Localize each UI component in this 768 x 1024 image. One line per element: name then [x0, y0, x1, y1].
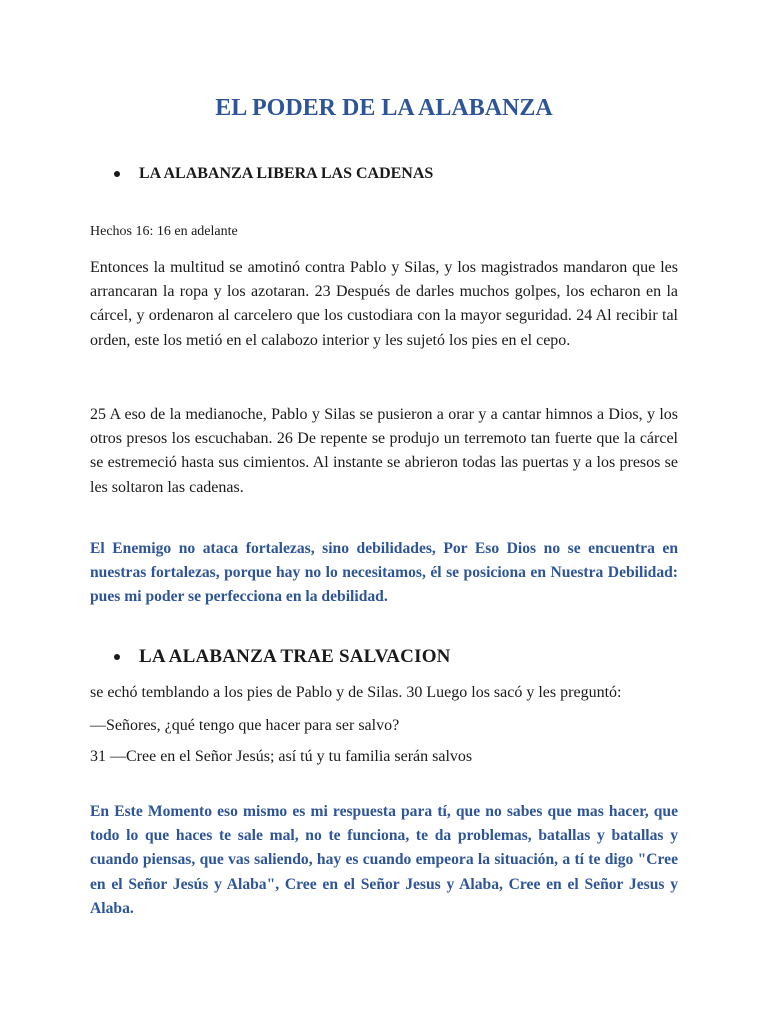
document-title: EL PODER DE LA ALABANZA [215, 95, 553, 121]
highlight-paragraph-2: En Este Momento eso mismo es mi respuesta para tí, que no sabes que mas hacer, que todo lo que haces te sale mal, no te funciona, te da problemas, batallas y batallas y cuando piensas, que vas saliendo, hay es cuando empeora la situación, a tí te digo "Cree en el Señor Jesús y Alaba", Cree en el Señor Jesus y Alaba, Cree en el Señor Jesus y Alaba. [90, 803, 678, 917]
bullet-icon [114, 654, 120, 660]
paragraph-2: 25 A eso de la medianoche, Pablo y Silas se pusieron a orar y a cantar himnos a Dios, y los otros presos los escuchaban. 26 De repente se produjo un terremoto tan fuerte que la cárcel se estremeció hasta sus cimientos. Al instante se abrieron todas las puertas y a los presos se les soltaron las cadenas. [90, 406, 678, 496]
scripture-reference: Hechos 16: 16 en adelante [90, 224, 238, 239]
section-heading-1 [114, 162, 433, 186]
paragraph-1: Entonces la multitud se amotinó contra Pablo y Silas, y los magistrados mandaron que les arrancaran la ropa y los azotaran. 23 Después de darles muchos golpes, los echaron en la cárcel, y ordenaron al carcelero que los custodiara con la mayor seguridad. 24 Al recibir tal orden, este los metió en el calabozo interior y les sujetó los pies en el cepo. [90, 259, 678, 349]
section-heading-2-text: LA ALABANZA TRAE SALVACION [139, 646, 451, 667]
verse-line-3: 31 —Cree en el Señor Jesús; así tú y tu familia serán salvos [90, 748, 473, 765]
bullet-icon [114, 171, 120, 177]
verse-line-2: —Señores, ¿qué tengo que hacer para ser salvo? [90, 717, 400, 734]
verse-line-1: se echó temblando a los pies de Pablo y de Silas. 30 Luego los sacó y les preguntó: [90, 684, 622, 701]
section-heading-2 [114, 643, 451, 671]
highlight-paragraph-1: El Enemigo no ataca fortalezas, sino debilidades, Por Eso Dios no se encuentra en nuestras fortalezas, porque hay no lo necesitamos, él se posiciona en Nuestra Debilidad: pues mi poder se perfecciona en la debilidad. [90, 540, 678, 606]
section-heading-1-text: LA ALABANZA LIBERA LAS CADENAS [139, 165, 434, 182]
